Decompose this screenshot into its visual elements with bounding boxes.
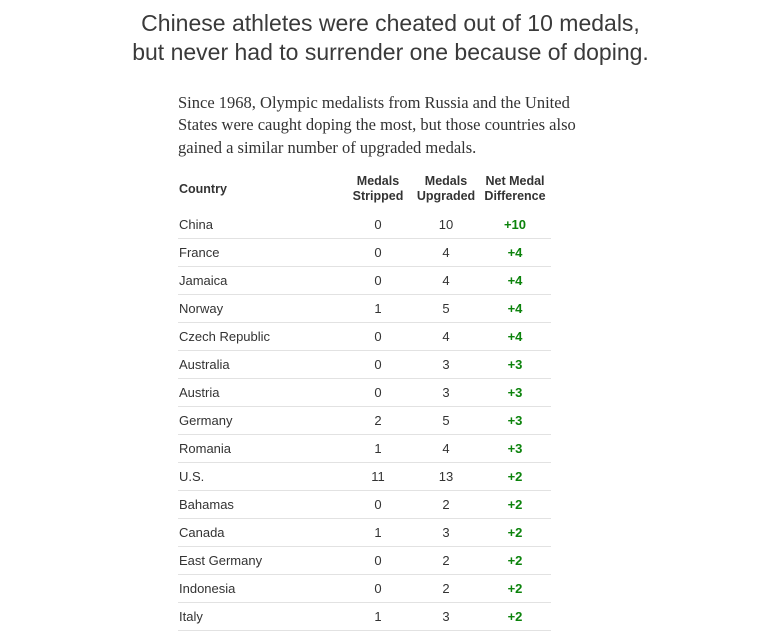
country-cell: Austria [179,385,220,401]
column-header-medals-stripped: Medals Stripped [352,174,404,204]
medals-upgraded-cell: 10 [438,217,454,233]
medals-upgraded-cell: 4 [442,273,450,289]
medals-upgraded-cell: 5 [442,413,450,429]
intro-line: States were caught doping the most, but those countries also [178,115,576,135]
table-row [178,267,551,295]
medals-stripped-cell: 2 [374,413,382,429]
page [0,9,781,631]
column-header-medals-upgraded: Medals Upgraded [416,174,476,204]
net-difference-cell: +3 [507,357,523,373]
country-cell: Norway [179,301,224,317]
medals-upgraded-cell: 2 [442,581,450,597]
country-cell: Czech Republic [179,329,271,345]
medals-stripped-cell: 0 [374,553,382,569]
page-title [0,9,781,67]
country-cell: Germany [179,413,233,429]
medals-stripped-cell: 0 [374,329,382,345]
medals-stripped-cell: 0 [374,581,382,597]
country-cell: Romania [179,441,232,457]
medals-table [178,174,551,631]
medals-stripped-cell: 0 [374,273,382,289]
column-header-country: Country [179,181,227,196]
medals-stripped-cell: 1 [374,525,382,541]
medals-upgraded-cell: 2 [442,497,450,513]
medals-upgraded-cell: 13 [438,469,454,485]
medals-table-body [178,211,551,631]
medals-upgraded-cell: 4 [442,245,450,261]
net-difference-cell: +2 [507,497,523,513]
country-cell: Australia [179,357,230,373]
page-title-line: but never had to surrender one because of doping. [132,39,649,65]
medals-upgraded-cell: 4 [442,441,450,457]
table-row [178,211,551,239]
column-header-net-medal-difference: Net Medal Difference [484,174,546,204]
table-row [178,407,551,435]
medals-upgraded-cell: 3 [442,609,450,625]
country-cell: Italy [179,609,203,625]
medals-upgraded-cell: 3 [442,525,450,541]
country-cell: Jamaica [179,273,228,289]
net-difference-cell: +4 [507,301,523,317]
table-row [178,323,551,351]
net-difference-cell: +2 [507,609,523,625]
intro-paragraph [178,92,781,159]
net-difference-cell: +3 [507,441,523,457]
medals-stripped-cell: 0 [374,497,382,513]
medals-upgraded-cell: 5 [442,301,450,317]
medals-upgraded-cell: 4 [442,329,450,345]
country-cell: Canada [179,525,225,541]
medals-stripped-cell: 1 [374,609,382,625]
net-difference-cell: +3 [507,413,523,429]
table-row [178,463,551,491]
net-difference-cell: +2 [507,525,523,541]
medals-upgraded-cell: 3 [442,385,450,401]
country-cell: U.S. [179,469,205,485]
net-difference-cell: +3 [507,385,523,401]
net-difference-cell: +2 [507,553,523,569]
country-cell: East Germany [179,553,263,569]
country-cell: Indonesia [179,581,236,597]
table-row [178,435,551,463]
page-title-line: Chinese athletes were cheated out of 10 medals, [141,10,640,36]
medals-stripped-cell: 1 [374,301,382,317]
table-row [178,239,551,267]
medals-stripped-cell: 11 [371,469,385,485]
table-row [178,379,551,407]
net-difference-cell: +10 [503,217,527,233]
net-difference-cell: +4 [507,273,523,289]
country-cell: France [179,245,220,261]
table-row [178,603,551,631]
country-cell: Bahamas [179,497,234,513]
country-cell: China [179,217,213,233]
net-difference-cell: +4 [507,245,523,261]
intro-line: gained a similar number of upgraded medals. [178,137,477,157]
net-difference-cell: +2 [507,581,523,597]
medals-upgraded-cell: 2 [442,553,450,569]
table-row [178,575,551,603]
medals-stripped-cell: 0 [374,217,382,233]
table-row [178,519,551,547]
net-difference-cell: +4 [507,329,523,345]
table-row [178,491,551,519]
net-difference-cell: +2 [507,469,523,485]
table-row [178,547,551,575]
medals-stripped-cell: 0 [374,245,382,261]
medals-stripped-cell: 0 [374,385,382,401]
medals-stripped-cell: 1 [374,441,382,457]
medals-table-header [178,174,551,211]
table-row [178,295,551,323]
medals-upgraded-cell: 3 [442,357,450,373]
intro-line: Since 1968, Olympic medalists from Russia and the United [178,93,570,112]
medals-stripped-cell: 0 [374,357,382,373]
table-row [178,351,551,379]
